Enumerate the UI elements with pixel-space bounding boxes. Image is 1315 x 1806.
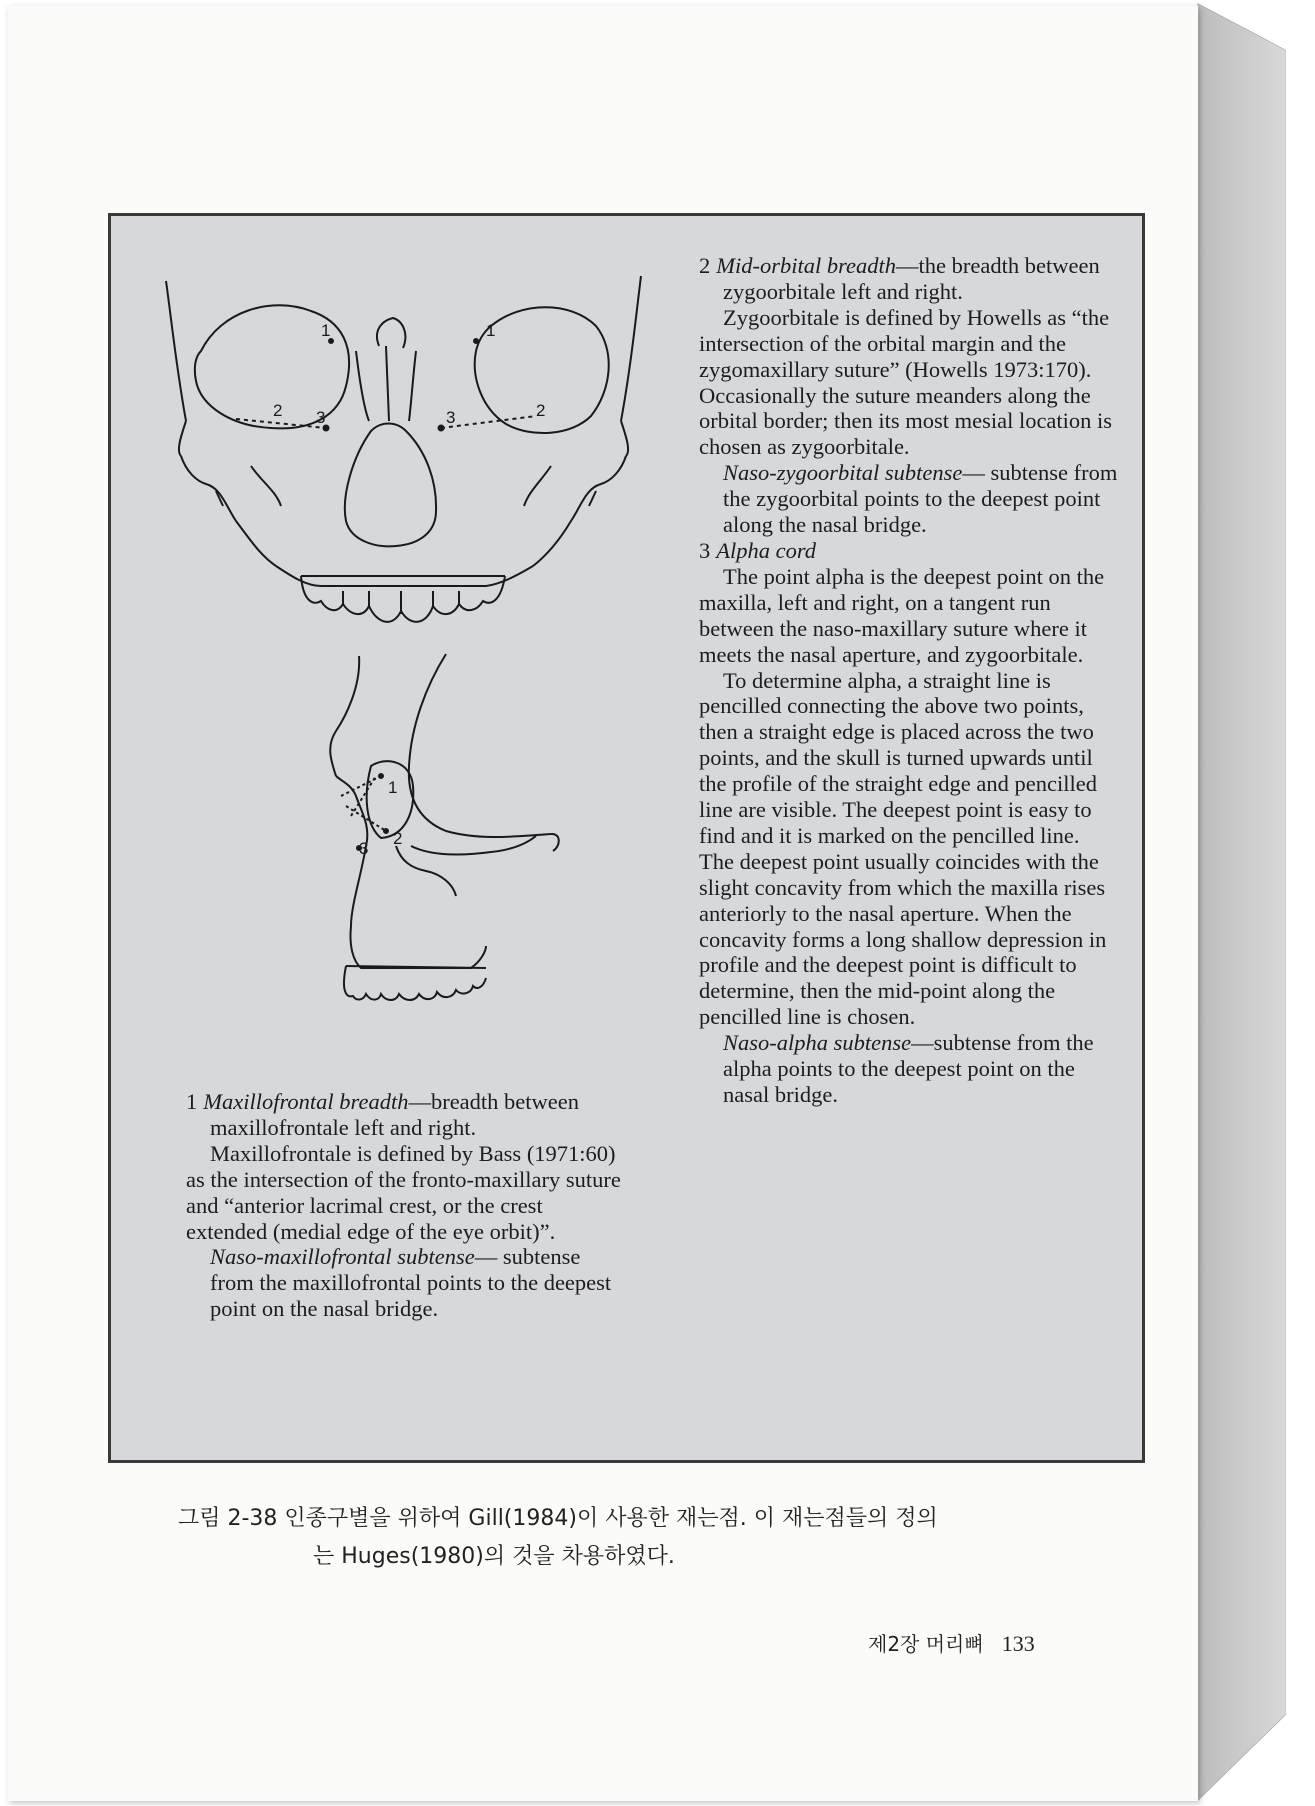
right-text-column bbox=[699, 253, 1119, 1108]
caption-line-1: 그림 2-38 인종구별을 위하여 Gill(1984)이 사용한 재는점. 이 재는점들의 정의 bbox=[178, 1506, 938, 1531]
label-pt2-right: 2 bbox=[536, 401, 546, 420]
page-footer bbox=[868, 1628, 1035, 1657]
item3-title: Alpha cord bbox=[716, 537, 817, 563]
label-pt1-left: 1 bbox=[321, 321, 331, 340]
item2-definition: Zygoorbitale is defined by Howells as “the intersection of the orbital margin and the zygomaxillary suture” (Howells 1973:170). Occasionally the suture meanders along the orbital border; then its most mesial location is chosen as zygoorbitale. bbox=[699, 304, 1113, 460]
caption-line-2: 는 Huges(1980)의 것을 차용하였다. bbox=[313, 1544, 675, 1569]
item3-paragraph-2: To determine alpha, a straight line is pencilled connecting the above two points, then a straight edge is placed across the two points, and the skull is turned upwards until the profile of the straight edge and pencilled line are visible. The deepest point is easy to find and it is marked on the pencilled line. The deepest point usually coincides with the slight concavity from which the maxilla rises anteriorly to the nasal aperture. When the concavity forms a long shallow depression in profile and the deepest point is difficult to determine, then the mid-point along the pencilled line is chosen. bbox=[699, 667, 1107, 1030]
item3-subtense: Naso-alpha subtense—subtense from the alpha points to the deepest point on the nasal bridge. bbox=[723, 1030, 1094, 1107]
left-text-column bbox=[186, 1089, 626, 1322]
label-pt3-left: 3 bbox=[316, 408, 326, 427]
label-pt2-lateral: 2 bbox=[393, 829, 403, 848]
label-pt3-lateral: 3 bbox=[359, 839, 369, 858]
chapter-title: 제2장 머리뼈 bbox=[868, 1632, 984, 1656]
book-page-edge bbox=[1195, 0, 1315, 1806]
label-pt1-right: 1 bbox=[486, 321, 496, 340]
item2-subtense: Naso-zygoorbital subtense— subtense from the zygoorbital points to the deepest point along the nasal bridge. bbox=[723, 460, 1118, 538]
item2-title: Mid-orbital breadth bbox=[716, 253, 897, 278]
item1-subtense: Naso-maxillofrontal subtense— subtense from the maxillofrontal points to the deepest point on the nasal bridge. bbox=[210, 1244, 612, 1322]
book-page bbox=[8, 6, 1198, 1801]
page-number: 133 bbox=[1001, 1631, 1035, 1656]
skull-lateral-view bbox=[330, 654, 559, 1000]
item2-description: —the breadth between zygoorbitale left and right. bbox=[723, 253, 1100, 304]
item2-number: 2 bbox=[699, 253, 711, 278]
item1-number: 1 bbox=[186, 1089, 198, 1114]
item3-number: 3 bbox=[699, 537, 711, 563]
item3-paragraph-1: The point alpha is the deepest point on the maxilla, left and right, on a tangent run between the naso-maxillary suture where it meets the nasal aperture, and zygoorbitale. bbox=[699, 563, 1105, 667]
figure-caption bbox=[178, 1500, 1118, 1576]
item2-heading bbox=[699, 253, 1119, 305]
item1-heading bbox=[186, 1089, 626, 1141]
label-pt1-lateral: 1 bbox=[388, 778, 398, 797]
item1-definition: Maxillofrontale is defined by Bass (1971:60) as the intersection of the fronto-maxillary suture and “anterior lacrimal crest, or the crest extended (medial edge of the eye orbit)”. bbox=[186, 1140, 621, 1244]
label-pt3-right: 3 bbox=[446, 408, 456, 427]
label-pt2-left: 2 bbox=[273, 401, 283, 420]
item1-title: Maxillofrontal breadth bbox=[203, 1089, 409, 1114]
figure-panel bbox=[108, 213, 1145, 1463]
skull-illustration bbox=[141, 256, 671, 1076]
item1-description: —breadth between maxillofrontale left and right. bbox=[210, 1089, 580, 1140]
skull-frontal-view bbox=[166, 276, 641, 622]
item3-heading bbox=[699, 538, 1119, 564]
